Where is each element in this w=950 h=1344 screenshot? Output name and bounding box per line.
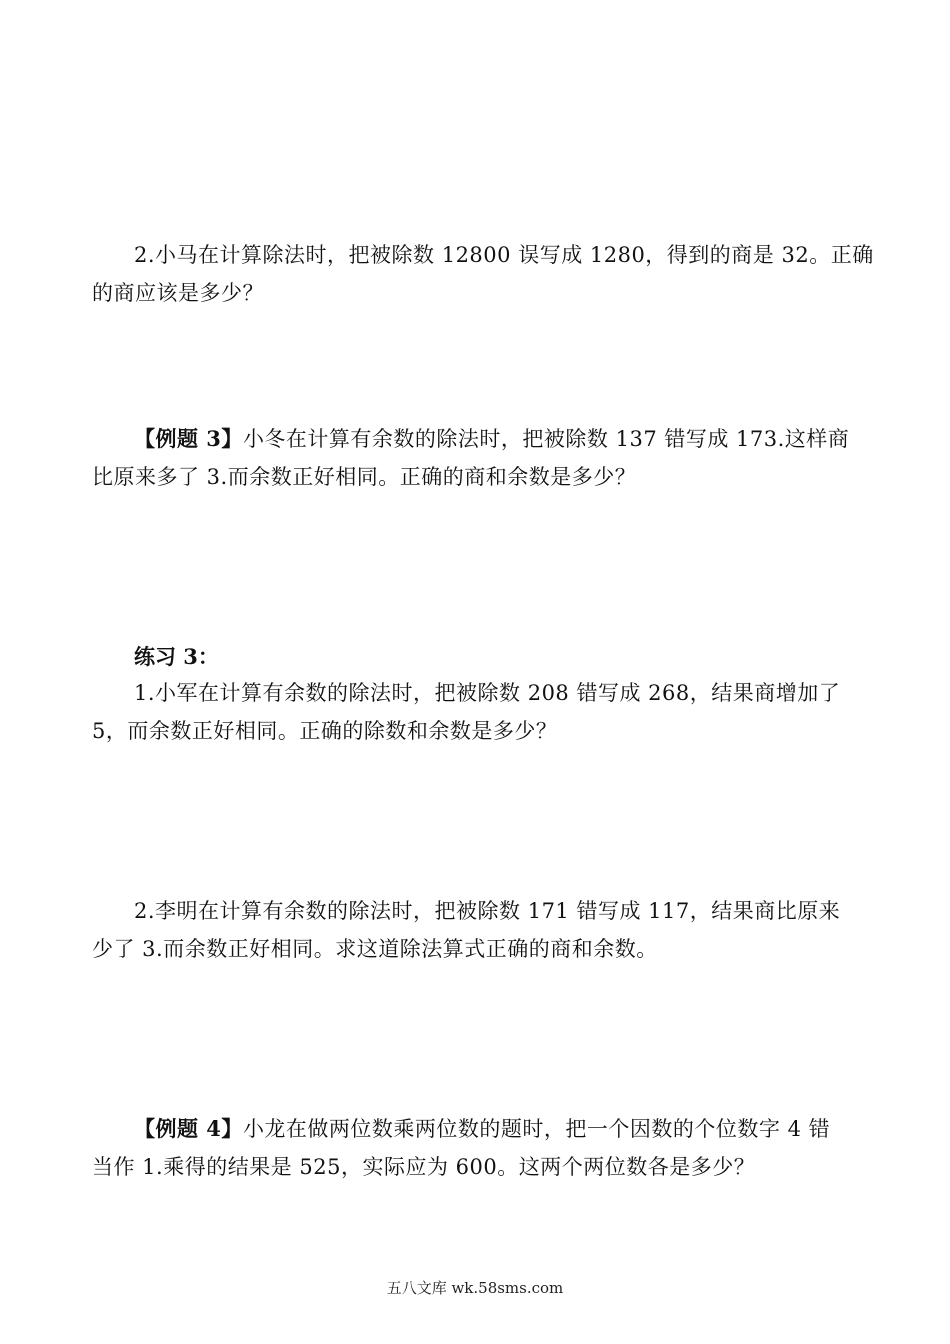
- practice-3-question-2: [92, 892, 862, 968]
- practice-3-question-1: [92, 674, 862, 750]
- problem-2: [92, 236, 874, 312]
- example-4: [92, 1110, 862, 1186]
- problem-2-line-2: 的商应该是多少？: [92, 281, 264, 305]
- problem-2-line-1: 2.小马在计算除法时，把被除数 12800 误写成 1280，得到的商是 32。正确: [134, 243, 874, 267]
- page-footer: 五八文库 wk.58sms.com: [386, 1279, 564, 1297]
- example-3-tag: 【例题 3】: [134, 426, 243, 451]
- practice-3-question-1-line-2: 5，而余数正好相同。正确的除数和余数是多少？: [92, 719, 558, 743]
- example-4-text: 小龙在做两位数乘两位数的题时，把一个因数的个位数字 4 错: [242, 1117, 831, 1141]
- example-3-line-2: 比原来多了 3.而余数正好相同。正确的商和余数是多少？: [92, 465, 637, 489]
- example-3-line-1: [92, 420, 862, 458]
- example-4-line-2: 当作 1.乘得的结果是 525，实际应为 600。这两个两位数各是多少？: [92, 1155, 756, 1179]
- practice-3-question-2-line-2: 少了 3.而余数正好相同。求这道除法算式正确的商和余数。: [92, 937, 658, 961]
- example-4-tag: 【例题 4】: [134, 1116, 243, 1141]
- practice-3-heading: 练习 3：: [134, 644, 219, 669]
- practice-3-question-1-line-1: 1.小军在计算有余数的除法时，把被除数 208 错写成 268，结果商增加了: [134, 681, 841, 705]
- example-3-text: 小冬在计算有余数的除法时，把被除数 137 错写成 173.这样商: [242, 427, 850, 451]
- example-4-line-1: [92, 1110, 862, 1148]
- example-3: [92, 420, 862, 496]
- practice-3-question-2-line-1: 2.李明在计算有余数的除法时，把被除数 171 错写成 117，结果商比原来: [134, 899, 841, 923]
